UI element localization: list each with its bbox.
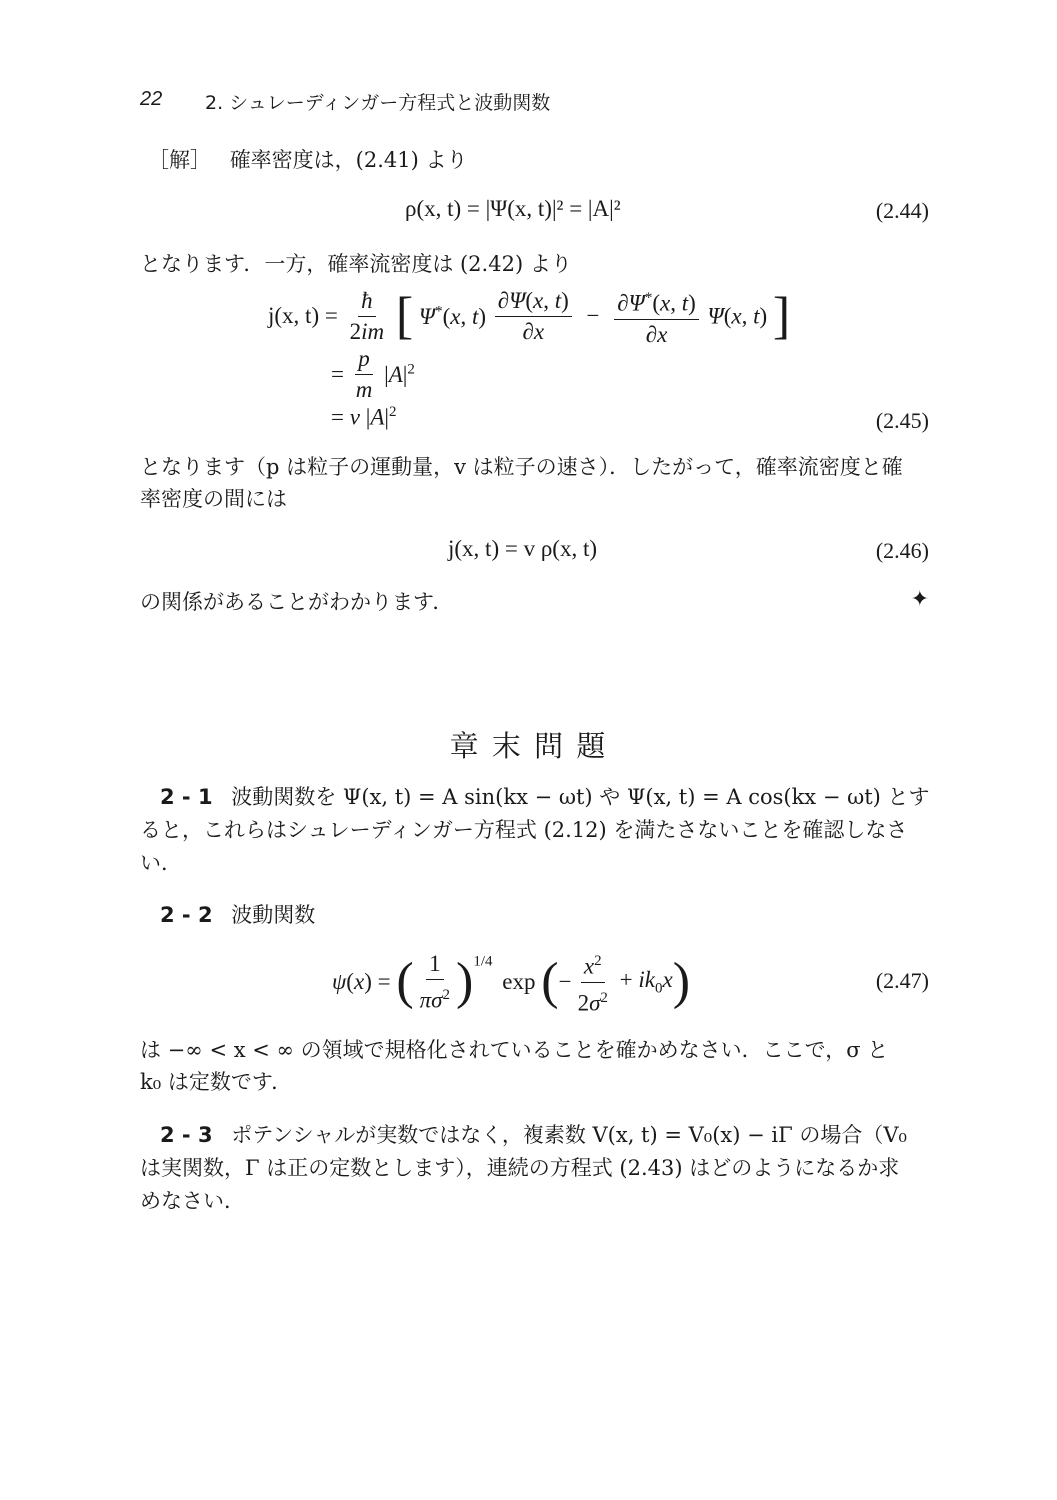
section-title: 章 末 問 題 [449, 729, 608, 763]
solution-intro [140, 146, 468, 174]
problem-2-2-line3: k₀ は定数です． [140, 1070, 293, 1094]
problem-2-2-line2: は −∞ < x < ∞ の領域で規格化されていることを確かめなさい．ここで，σ と [140, 1038, 889, 1062]
eq-245-frac-dpsi: $\frac{\partial\Psi(x, t)}{\partial x}$ [495, 288, 572, 345]
running-header: 2. シュレーディンガー方程式と波動関数 [205, 92, 551, 114]
problem-2-3-text1: ポテンシャルが実数ではなく，複素数 V(x, t) = V₀(x) − iΓ の場合（V₀ [231, 1123, 907, 1147]
eq-245-frac-hbar: $\frac{ħ}{2im}$ [349, 287, 385, 344]
eq-number-2-47: (2.47) [875, 968, 929, 993]
equation-2-47: ψ(x) = ( $\frac{1}{\pi\sigma^2}$ )$^{1/4}$ exp (− $\frac{x^2}{2\sigma^2}$ + $ik_0x$) [332, 948, 690, 1016]
problem-2-1-line3: い． [140, 851, 182, 875]
eq-number-2-45: (2.45) [875, 408, 929, 433]
solution-text-3a: となります（p は粒子の運動量，v は粒子の速さ）．したがって，確率流密度と確 [140, 455, 903, 479]
problem-2-3-line3: めなさい． [140, 1189, 245, 1213]
problem-2-1-line2: ると，これらはシュレーディンガー方程式 (2.12) を満たさないことを確認しなさ [140, 818, 908, 842]
eq-245-frac-dpsistar: $\frac{\partial\Psi^*(x, t)}{\partial x}$ [614, 285, 699, 348]
equation-2-45-line2: = $\frac{p}{m}$ $|A|^2$ [331, 346, 415, 402]
problem-2-1-text1: 波動関数を Ψ(x, t) = A sin(kx − ωt) や Ψ(x, t) = A cos(kx − ωt) とす [231, 785, 930, 809]
solution-label: ［解］ [148, 148, 211, 172]
equation-2-45-line3: = v $|A|^2$ [331, 404, 397, 430]
solution-text-3b: 率密度の間には [140, 487, 287, 511]
end-of-proof-icon: ✦ [910, 587, 929, 612]
eq-245-lhs: j(x, t) = [268, 303, 338, 329]
page-number: 22 [140, 88, 163, 110]
solution-text-4: の関係があることがわかります． [140, 590, 454, 614]
problem-2-2-intro: 波動関数 [231, 903, 316, 927]
equation-2-45-line1: j(x, t) = $\frac{ħ}{2im}$ [ Ψ*(x, t) $\frac{\partial\Psi(x, t)}{\partial x}$ − $\frac{\partial\Psi^*(x, t)}{\partial x}$ Ψ(x, t) ] [268, 285, 790, 348]
problem-2-1-line1 [140, 783, 930, 811]
eq-number-2-46: (2.46) [875, 538, 929, 563]
equation-2-46: j(x, t) = v ρ(x, t) [448, 536, 598, 561]
problem-2-3-line1 [140, 1121, 907, 1149]
problem-2-1-label: 2 - 1 [160, 785, 213, 809]
problem-2-2-line1 [140, 901, 315, 929]
eq-number-2-44: (2.44) [875, 198, 929, 223]
solution-text-2: となります．一方，確率流密度は (2.42) より [140, 252, 572, 276]
equation-2-44: ρ(x, t) = |Ψ(x, t)|² = |A|² [405, 196, 621, 221]
solution-intro-text: 確率密度は，(2.41) より [229, 148, 468, 172]
problem-2-3-label: 2 - 3 [160, 1123, 213, 1147]
problem-2-3-line2: は実関数，Γ は正の定数とします），連続の方程式 (2.43) はどのようになるか求 [140, 1156, 900, 1180]
problem-2-2-label: 2 - 2 [160, 903, 213, 927]
